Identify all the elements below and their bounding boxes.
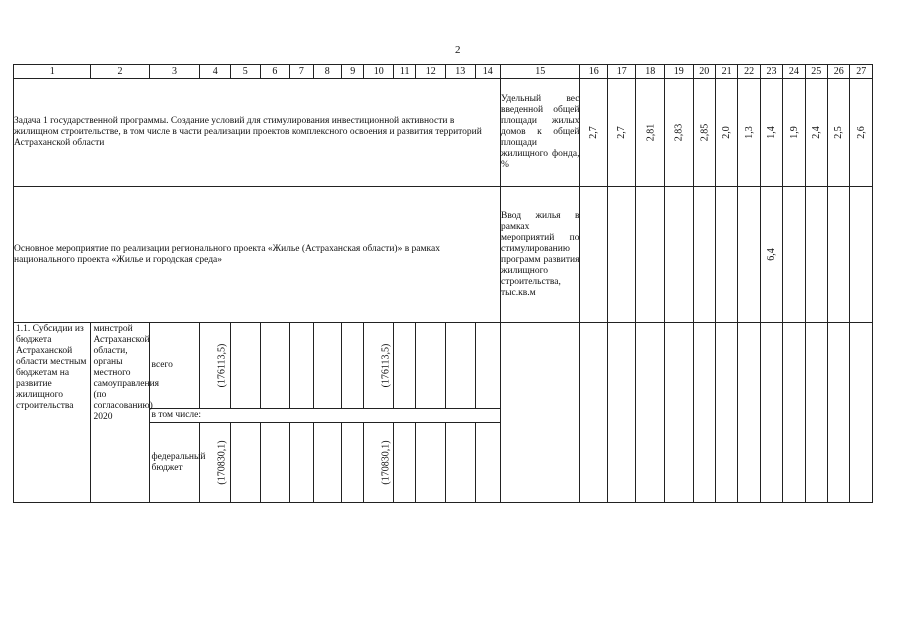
- header-cell: 10: [364, 65, 394, 79]
- total-col10: [364, 323, 394, 409]
- task1-text: Задача 1 государственной программы. Создание условий для стимулирования инвестиционной активности в жилищном строительстве, в том числе в части реализации проектов комплексного освоения и развития территорий Астраханской области: [14, 79, 501, 187]
- value-text: 2,6: [855, 126, 867, 139]
- header-cell: 3: [149, 65, 200, 79]
- value-text: 2,0: [721, 126, 733, 139]
- header-cell: 2: [91, 65, 149, 79]
- subsidy-executor: минстрой Астраханской области, органы местного самоуправления (по согласованию) 2020: [91, 323, 149, 503]
- header-cell: 7: [290, 65, 313, 79]
- value-cell: [805, 79, 827, 187]
- header-cell: 8: [313, 65, 342, 79]
- header-cell: 23: [760, 65, 782, 79]
- task1-indicator: Удельный вес введенной общей площади жилых домов к общей площади жилищного фонда, %: [500, 79, 579, 187]
- header-cell: 16: [580, 65, 608, 79]
- amount-text: (170830,1): [217, 439, 229, 485]
- header-cell: 5: [231, 65, 261, 79]
- header-cell: 1: [14, 65, 91, 79]
- main-event-row: [14, 187, 873, 323]
- amount-text: (176113,5): [216, 343, 228, 387]
- header-cell: 27: [850, 65, 873, 79]
- main-event-text: Основное мероприятие по реализации регионального проекта «Жилье (Астраханская области)» в рамках национального проекта «Жилье и городская среда»: [14, 187, 501, 323]
- value-text: 2,4: [810, 126, 822, 139]
- federal-label: федеральный бюджет: [149, 423, 200, 503]
- federal-col4: [200, 423, 231, 503]
- value-text: 2,81: [644, 123, 656, 142]
- header-cell: 6: [260, 65, 290, 79]
- header-cell: 14: [475, 65, 500, 79]
- header-cell: 24: [783, 65, 805, 79]
- amount-text: (170830,1): [381, 439, 393, 485]
- header-cell: 13: [445, 65, 475, 79]
- header-row: [14, 65, 873, 79]
- header-cell: 19: [665, 65, 694, 79]
- value-cell: [760, 79, 782, 187]
- value-cell: [636, 79, 665, 187]
- value-text: 2,83: [673, 123, 685, 142]
- value-cell: [827, 79, 849, 187]
- value-cell: [693, 79, 715, 187]
- total-col4: [200, 323, 231, 409]
- header-cell: 4: [200, 65, 231, 79]
- header-cell: 11: [394, 65, 416, 79]
- subsidy-name: 1.1. Субсидии из бюджета Астраханской области местным бюджетам на развитие жилищного строительства: [14, 323, 91, 503]
- main-event-indicator: Ввод жилья в рамках мероприятий по стимулированию программ развития жилищного строительства, тыс.кв.м: [500, 187, 579, 323]
- header-cell: 12: [416, 65, 446, 79]
- header-cell: 26: [827, 65, 849, 79]
- value-text: 6,4: [765, 248, 777, 261]
- value-cell: [580, 79, 608, 187]
- value-text: 2,5: [833, 126, 845, 139]
- value-cell: [760, 187, 782, 323]
- header-cell: 15: [500, 65, 579, 79]
- value-cell: [665, 79, 694, 187]
- header-cell: 25: [805, 65, 827, 79]
- program-table: [13, 64, 873, 503]
- value-text: 2,7: [588, 126, 600, 139]
- including-label: в том числе:: [149, 409, 500, 423]
- federal-col10: [364, 423, 394, 503]
- value-text: 2,7: [616, 126, 628, 139]
- header-cell: 18: [636, 65, 665, 79]
- subsidy-total-row: [14, 323, 873, 409]
- header-cell: 22: [738, 65, 760, 79]
- task1-row: [14, 79, 873, 187]
- value-cell: [607, 79, 636, 187]
- value-text: 1,4: [765, 126, 777, 139]
- total-label: всего: [149, 323, 200, 409]
- value-cell: [715, 79, 737, 187]
- value-cell: [850, 79, 873, 187]
- header-cell: 17: [607, 65, 636, 79]
- amount-text: (176113,5): [380, 343, 392, 387]
- header-cell: 9: [342, 65, 364, 79]
- value-text: 2,85: [698, 123, 710, 142]
- page-number: 2: [455, 44, 461, 56]
- value-text: 1,9: [788, 126, 800, 139]
- header-cell: 21: [715, 65, 737, 79]
- value-cell: [783, 79, 805, 187]
- value-cell: [738, 79, 760, 187]
- header-cell: 20: [693, 65, 715, 79]
- value-text: 1,3: [743, 126, 755, 139]
